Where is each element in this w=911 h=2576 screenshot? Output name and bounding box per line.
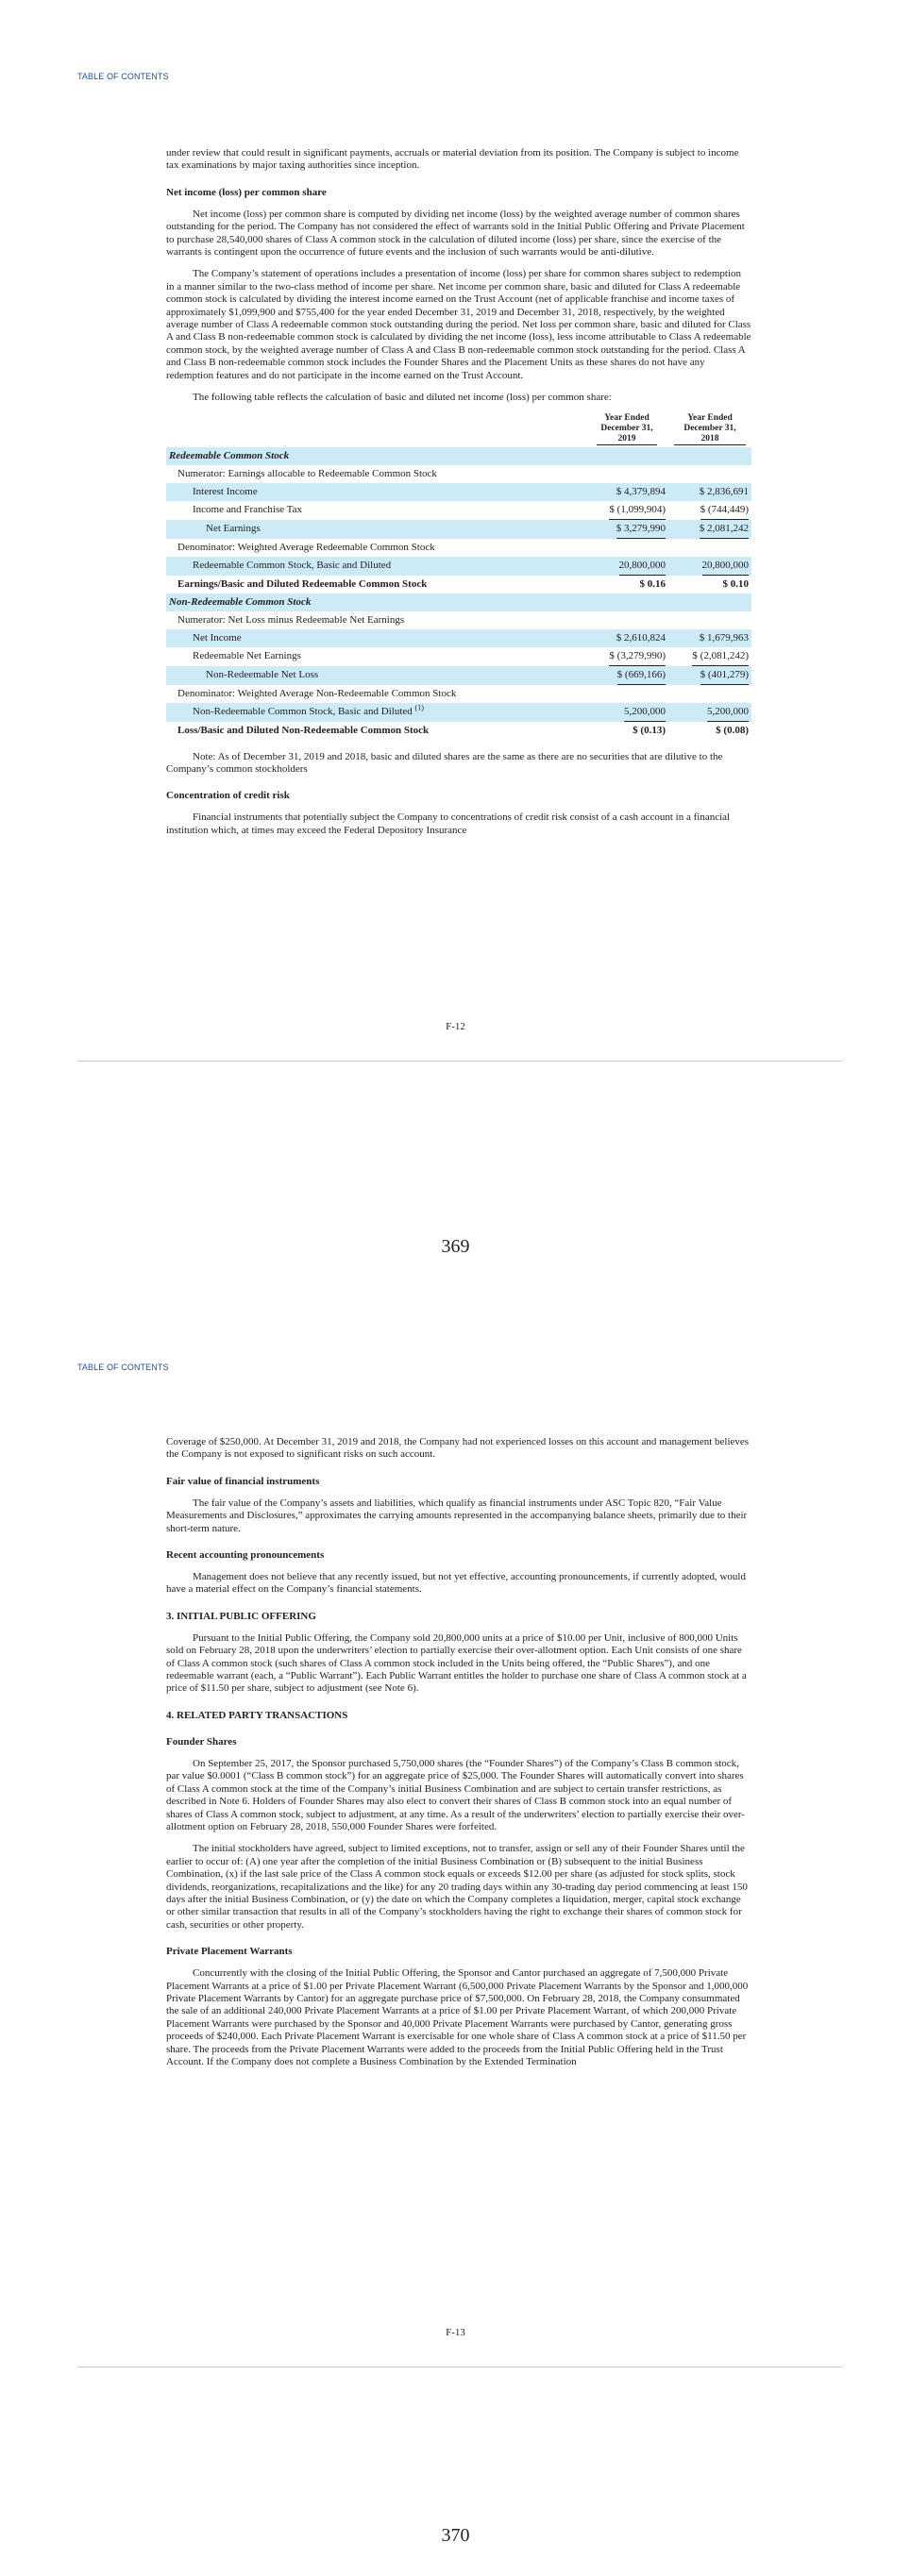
row-label: Denominator: Weighted Average Redeemable Common Stock bbox=[177, 541, 435, 553]
row-value-2018: $ (2,081,242) bbox=[692, 647, 749, 666]
row-label: Redeemable Common Stock, Basic and Diluted bbox=[166, 557, 585, 576]
row-value-2018: 5,200,000 bbox=[707, 703, 749, 722]
row-label-with-footnote bbox=[166, 703, 585, 722]
paragraph-founder-2: The initial stockholders have agreed, subject to limited exceptions, not to transfer, assign or sell any of their Founder Shares until the earlier to occur of: (A) one year after the completion of the initial Business Combination or (B) subsequent to the initial Business Combination, (x) if the last sale price of the Class A common stock equals or exceeds $12.00 per share (as adjusted for stock splits, stock dividends, reorganizations, recapitalizations and the like) for any 20 trading days within any 30-trading day period commencing at least 150 days after the initial Business Combination, or (y) the date on which the Company completes a liquidation, merger, capital stock exchange or other similar transaction that results in all of the Company’s stockholders having the right to exchange their shares of common stock for cash, securities or other property. bbox=[166, 1843, 748, 1931]
heading-recent-accounting: Recent accounting pronouncements bbox=[166, 1549, 325, 1562]
row-label: Non-Redeemable Common Stock, Basic and Diluted bbox=[193, 706, 413, 717]
row-value-2019: 5,200,000 bbox=[624, 703, 666, 722]
table-row bbox=[166, 501, 751, 520]
row-value-2019: $ 3,279,990 bbox=[616, 520, 666, 539]
paragraph-intro: under review that could result in significant payments, accruals or material deviation from its position. The Company is subject to income tax examinations by major taxing authorities since inception. bbox=[166, 147, 739, 172]
section-redeemable: Redeemable Common Stock bbox=[166, 447, 585, 465]
paragraph-net-income-2: The Company’s statement of operations includes a presentation of income (loss) per share for common shares subject to redemption in a manner similar to the two-class method of income per share. Net income per common share, basic and diluted for Class A redeemable common stock is calculated by dividing the interest income earned on the Trust Account (net of applicable franchise and income taxes of approximately $1,099,900 and $755,400 for the year ended December 31, 2019 and December 31, 2018, respectively, by the weighted average number of Class A redeemable common stock outstanding during the period. Net loss per common share, basic and diluted for Class A and Class B non-redeemable common stock is calculated by dividing the net income (loss), less income attributable to Class A redeemable common stock, by the weighted average number of Class A and Class B non-redeemable common stock outstanding for the period. Class A and Class B non-redeemable common stock includes the Founder Shares and the Placement Units as these shares do not have any redemption features and do not participate in the income earned on the Trust Account. bbox=[166, 268, 751, 381]
row-value-2019: $ (0.13) bbox=[633, 724, 666, 736]
table-row bbox=[166, 594, 751, 611]
row-value-2018: $ (0.08) bbox=[716, 724, 749, 736]
column-header-2019: Year Ended December 31, 2019 bbox=[597, 413, 657, 445]
paragraph-coverage: Coverage of $250,000. At December 31, 2019 and 2018, the Company had not experienced losses on this account and management believes the Company is not exposed to significant risks on such account. bbox=[166, 1436, 750, 1461]
page-number-369: 369 bbox=[441, 1236, 470, 1257]
heading-net-income-per-share: Net income (loss) per common share bbox=[166, 186, 327, 198]
eps-calculation-table bbox=[166, 413, 751, 740]
page1-body bbox=[166, 147, 751, 837]
row-label: Denominator: Weighted Average Non-Redeemable Common Stock bbox=[177, 687, 457, 699]
row-value-2018: $ 2,836,691 bbox=[668, 483, 751, 501]
page-divider bbox=[77, 1061, 842, 1062]
row-value-2019: $ (1,099,904) bbox=[609, 501, 666, 520]
row-value-2019: $ (3,279,990) bbox=[609, 647, 666, 666]
table-row bbox=[166, 703, 751, 722]
row-value-2019: $ 4,379,894 bbox=[585, 483, 668, 501]
paragraph-table-intro: The following table reflects the calculation of basic and diluted net income (loss) per common share: bbox=[193, 392, 612, 404]
row-value-2018: $ (744,449) bbox=[700, 501, 749, 520]
row-value-2018: $ 2,081,242 bbox=[700, 520, 749, 539]
page-footer-f12: F-12 bbox=[446, 1021, 465, 1032]
footnote-marker: (1) bbox=[414, 703, 424, 712]
row-value-2019: $ 2,610,824 bbox=[585, 629, 668, 647]
row-label: Earnings/Basic and Diluted Redeemable Common Stock bbox=[177, 577, 428, 590]
column-header-2018: Year Ended December 31, 2018 bbox=[674, 413, 746, 445]
paragraph-credit-risk: Financial instruments that potentially subject the Company to concentrations of credit risk consist of a cash account in a financial institution which, at times may exceed the Federal Depository Insurance bbox=[166, 811, 731, 836]
heading-founder-shares: Founder Shares bbox=[166, 1735, 237, 1748]
heading-credit-risk: Concentration of credit risk bbox=[166, 790, 290, 802]
row-label: Numerator: Earnings allocable to Redeemable Common Stock bbox=[177, 467, 437, 479]
row-label: Net Earnings bbox=[166, 520, 585, 539]
table-row bbox=[166, 557, 751, 576]
heading-initial-public-offering: 3. INITIAL PUBLIC OFFERING bbox=[166, 1610, 316, 1622]
row-label: Income and Franchise Tax bbox=[193, 504, 303, 515]
row-label: Redeemable Net Earnings bbox=[193, 650, 301, 661]
table-row bbox=[166, 629, 751, 647]
section-non-redeemable: Non-Redeemable Common Stock bbox=[166, 594, 585, 611]
table-header-row bbox=[166, 413, 751, 447]
row-label: Interest Income bbox=[166, 483, 585, 501]
table-row bbox=[166, 685, 751, 703]
heading-private-placement: Private Placement Warrants bbox=[166, 1946, 293, 1958]
table-row bbox=[166, 576, 751, 594]
paragraph-private-placement: Concurrently with the closing of the Initial Public Offering, the Sponsor and Cantor purchased an aggregate of 7,500,000 Private Placement Warrants at a price of $1.00 per Private Placement Warrant (6,500,000 Private Placement Warrants by the Sponsor and 1,000,000 Private Placement Warrants by Cantor) for an aggregate purchase price of $7,500,000. On February 28, 2018, the Company consummated the sale of an additional 240,000 Private Placement Warrants at a price of $1.00 per Private Placement Warrant, of which 200,000 Private Placement Warrants were purchased by the Sponsor and 40,000 Private Placement Warrants were purchased by Cantor, generating gross proceeds of $240,000. Each Private Placement Warrant is exercisable for one whole share of Class A common stock at a price of $11.50 per share. The proceeds from the Private Placement Warrants were added to the proceeds from the Initial Public Offering held in the Trust Account. If the Company does not complete a Business Combination by the Extended Termination bbox=[166, 1967, 749, 2067]
table-row bbox=[166, 666, 751, 685]
row-value-2018: $ 0.10 bbox=[722, 577, 749, 590]
table-row bbox=[166, 483, 751, 501]
table-row bbox=[166, 520, 751, 539]
table-row bbox=[166, 647, 751, 666]
paragraph-recent-accounting: Management does not believe that any recently issued, but not yet effective, accounting pronouncements, if currently adopted, would have a material effect on the Company’s financial statements. bbox=[166, 1571, 746, 1596]
heading-related-party: 4. RELATED PARTY TRANSACTIONS bbox=[166, 1709, 348, 1721]
page-footer-f13: F-13 bbox=[446, 2327, 465, 2338]
paragraph-net-income-1: Net income (loss) per common share is computed by dividing net income (loss) by the weighted average number of common shares outstanding for the period. The Company has not considered the effect of warrants sold in the Initial Public Offering and Private Placement to purchase 28,540,000 shares of Class A common stock in the calculation of diluted income (loss) per share, since the exercise of the warrants is contingent upon the occurrence of future events and the inclusion of such warrants would be anti-dilutive. bbox=[166, 208, 745, 259]
row-value-2018: $ 1,679,963 bbox=[668, 629, 751, 647]
row-value-2019: $ 0.16 bbox=[639, 577, 666, 590]
row-value-2019: 20,800,000 bbox=[619, 557, 666, 576]
table-of-contents-link[interactable]: TABLE OF CONTENTS bbox=[77, 72, 169, 81]
paragraph-fair-value: The fair value of the Company’s assets and liabilities, which qualify as financial instruments under ASC Topic 820, “Fair Value Measurements and Disclosures,” approximates the carrying amounts represented in the accompanying balance sheets, primarily due to their short-term nature. bbox=[166, 1497, 748, 1534]
table-row bbox=[166, 722, 751, 740]
page2-body bbox=[166, 1436, 751, 2068]
table-of-contents-link[interactable]: TABLE OF CONTENTS bbox=[77, 1363, 169, 1372]
paragraph-founder-1: On September 25, 2017, the Sponsor purchased 5,750,000 shares (the “Founder Shares”) of the Company’s Class B common stock, par value $0.0001 (“Class B common stock”) for an aggregate price of $25,000. The Founder Shares will automatically convert into shares of Class A common stock at the time of the Company’s initial Business Combination and are subject to certain transfer restrictions, as described in Note 6. Holders of Founder Shares may also elect to convert their shares of Class B common stock into an equal number of shares of Class A common stock, subject to adjustment, at any time. As a result of the underwriters’ election to partially exercise their over-allotment option on February 28, 2018, 550,000 Founder Shares were forfeited. bbox=[166, 1757, 745, 1832]
row-label: Numerator: Net Loss minus Redeemable Net Earnings bbox=[177, 613, 405, 626]
row-label: Loss/Basic and Diluted Non-Redeemable Common Stock bbox=[177, 724, 430, 736]
row-value-2018: 20,800,000 bbox=[702, 557, 750, 576]
paragraph-note: Note: As of December 31, 2019 and 2018, basic and diluted shares are the same as there are no securities that are dilutive to the Company’s common stockholders bbox=[166, 750, 723, 775]
row-label: Non-Redeemable Net Loss bbox=[166, 666, 585, 685]
page-number-370: 370 bbox=[441, 2525, 470, 2546]
row-value-2019: $ (669,166) bbox=[617, 666, 666, 685]
table-row bbox=[166, 539, 751, 557]
row-label: Net Income bbox=[166, 629, 585, 647]
row-value-2018: $ (401,279) bbox=[700, 666, 749, 685]
heading-fair-value: Fair value of financial instruments bbox=[166, 1475, 320, 1487]
table-row bbox=[166, 465, 751, 483]
table-row bbox=[166, 611, 751, 629]
paragraph-ipo: Pursuant to the Initial Public Offering, the Company sold 20,800,000 units at a price of $10.00 per Unit, inclusive of 800,000 Units sold on February 28, 2018 upon the underwriters’ election to partially exercise their over-allotment option. Each Unit consists of one share of Class A common stock (such shares of Class A common stock included in the Units being offered, the “Public Shares”), and one redeemable warrant (each, a “Public Warrant”). Each Public Warrant entitles the holder to purchase one share of Class A common stock at a price of $11.50 per share, subject to adjustment (see Note 6). bbox=[166, 1631, 747, 1695]
table-row bbox=[166, 447, 751, 465]
